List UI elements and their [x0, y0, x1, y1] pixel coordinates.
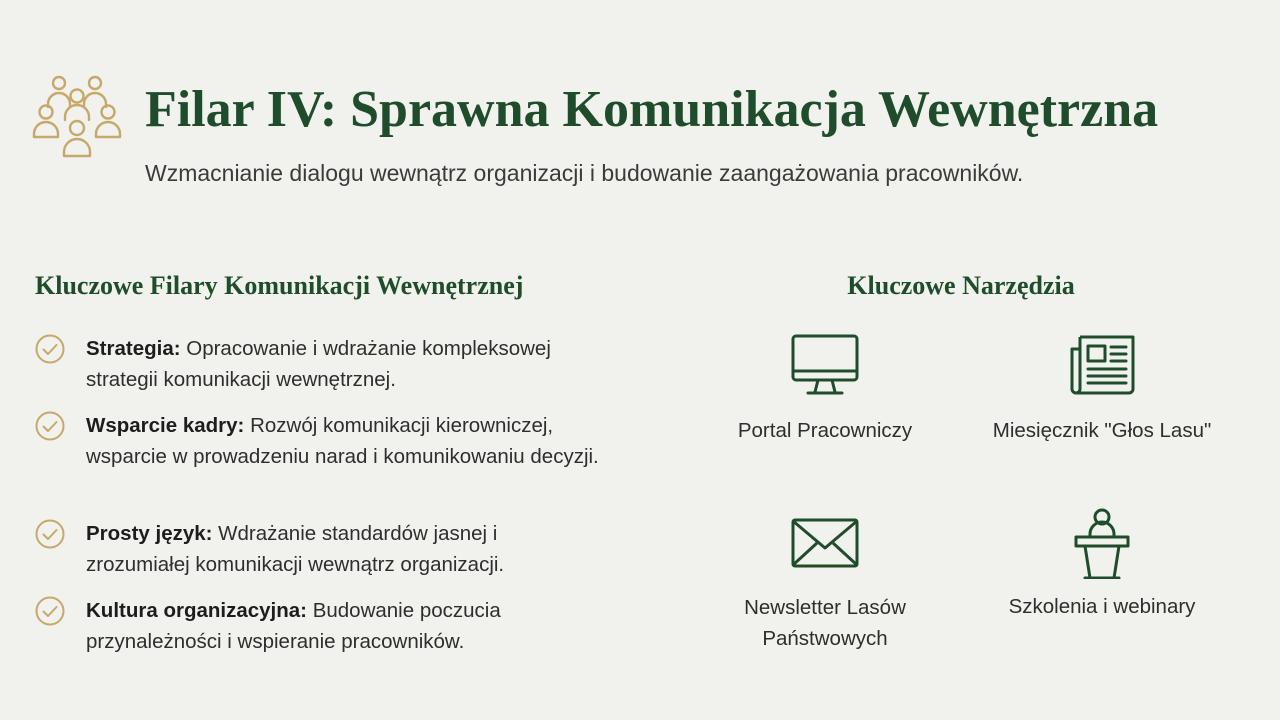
pillar-term: Strategia: — [86, 337, 181, 360]
page-subtitle: Wzmacnianie dialogu wewnątrz organizacji i budowanie zaangażowania pracowników. — [145, 160, 1024, 186]
tools-heading: Kluczowe Narzędzia — [847, 271, 1075, 300]
tool-monthly-magazine — [967, 334, 1237, 446]
pillar-item-strategy — [35, 333, 655, 395]
tool-newsletter — [690, 517, 960, 654]
pillar-description: Wdrażanie standardów jasnej i zrozumiałej komunikacji wewnątrz organizacji. — [86, 522, 505, 576]
check-circle-icon — [35, 519, 65, 549]
pillar-description: Rozwój komunikacji kierowniczej, wsparcie w prowadzeniu narad i komunikowaniu decyzji. — [86, 414, 599, 468]
check-circle-icon — [35, 334, 65, 364]
page-title: Filar IV: Sprawna Komunikacja Wewnętrzna — [145, 81, 1159, 138]
newspaper-icon — [1068, 334, 1136, 396]
pillar-item-leadership-support — [35, 410, 655, 472]
tool-label: Portal Pracowniczy — [737, 419, 913, 442]
tool-trainings-webinars — [967, 507, 1237, 622]
tool-label: Szkolenia i webinary — [1008, 595, 1196, 618]
pillar-term: Kultura organizacyjna: — [86, 599, 307, 622]
tool-label: Miesięcznik "Głos Lasu" — [992, 419, 1212, 442]
check-circle-icon — [35, 596, 65, 626]
pillar-term: Wsparcie kadry: — [86, 414, 245, 437]
tool-label: Newsletter Lasów Państwowych — [744, 596, 906, 650]
pillar-item-organizational-culture — [35, 595, 655, 657]
pillar-term: Prosty język: — [86, 522, 213, 545]
pillar-description: Budowanie poczucia przynależności i wspieranie pracowników. — [86, 599, 501, 653]
people-group-icon — [32, 74, 122, 158]
pillar-item-plain-language — [35, 518, 655, 580]
monitor-icon — [790, 334, 860, 398]
pillar-description: Opracowanie i wdrażanie kompleksowej strategii komunikacji wewnętrznej. — [86, 337, 551, 391]
pillars-heading: Kluczowe Filary Komunikacji Wewnętrznej — [35, 271, 524, 300]
check-circle-icon — [35, 411, 65, 441]
envelope-icon — [790, 517, 860, 569]
tool-employee-portal — [690, 334, 960, 446]
speaker-podium-icon — [1073, 507, 1131, 579]
